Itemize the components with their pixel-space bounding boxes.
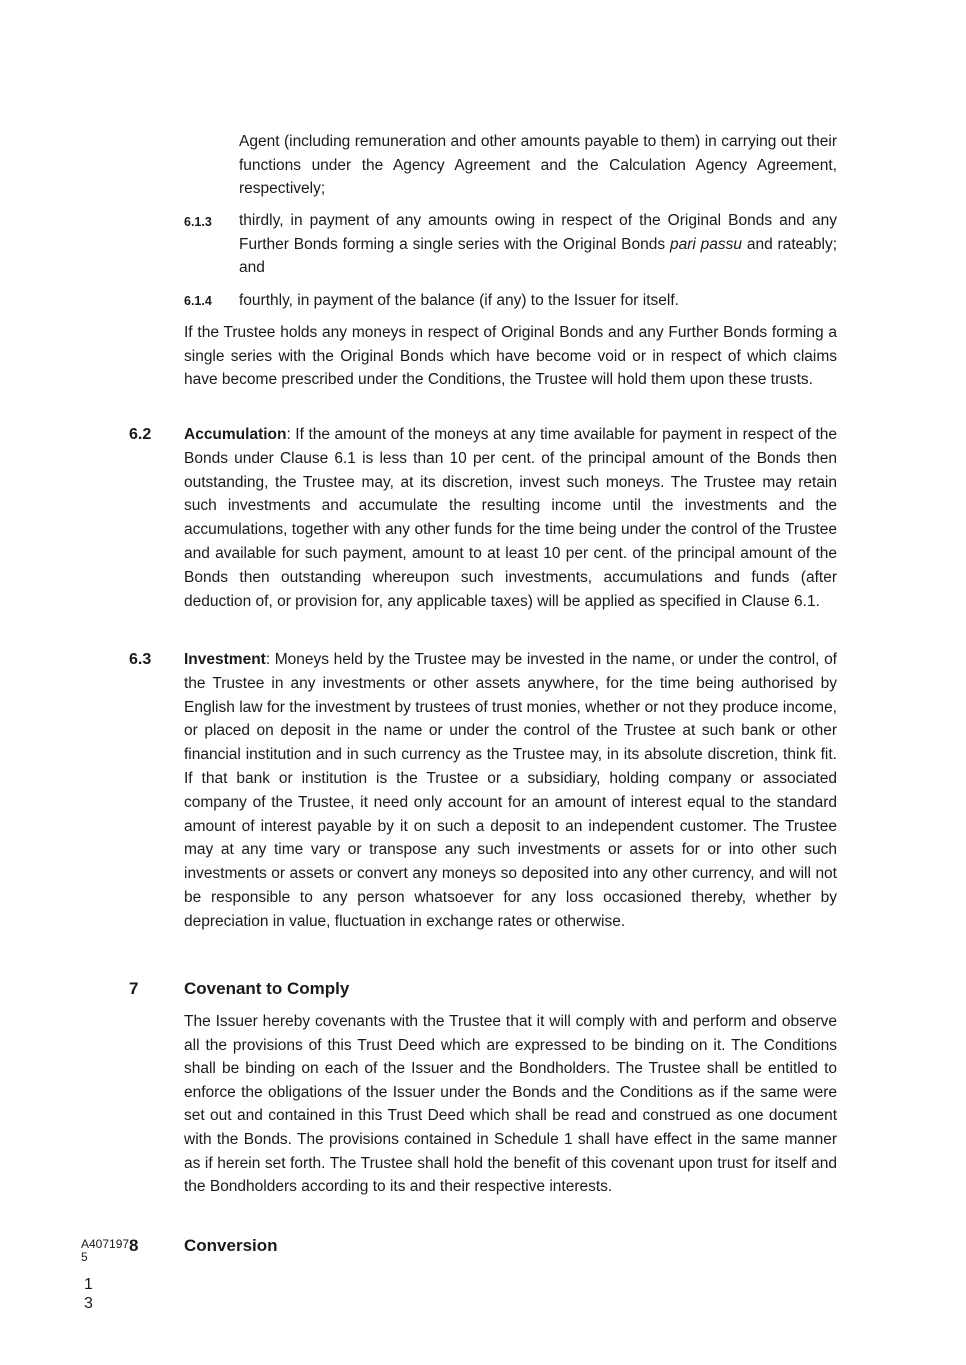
section-8-heading: Conversion [184,1236,278,1255]
clause-6-3-text: Investment: Moneys held by the Trustee may be invested in the name, or under the control, of the Trustee in any investments or other assets anywhere, for the time being authorised by English law for the investment by trustees of trust monies, whether or not they produce income, or placed on deposit in the name or under the control of the Trustee at such bank or other financial institution and in such currency as the Trustee may, in its absolute discretion, think fit. If that bank or institution is the Trustee or a subsidiary, holding company or associated company of the Trustee, it need only account for an amount of interest equal to the standard amount of interest payable by it on such a deposit to an independent customer. The Trustee may at any time vary or transpose any such investments or assets for or into other such investments or assets or convert any moneys so deposited into any other currency, and will not be responsible to any person whatsoever for any loss occasioned thereby, whether by depreciation in value, fluctuation in exchange rates or otherwise. [184,651,837,930]
trust-paragraph: If the Trustee holds any moneys in respect of Original Bonds and any Further Bonds forming a single series with the Original Bonds which have become void or in respect of which claims have become prescribed under the Conditions, the Trustee will hold them upon these trusts. [184,324,837,389]
page-number: 1 [84,1276,93,1293]
clause-6-2-title: Accumulation [184,426,287,443]
section-7-heading: Covenant to Comply [184,979,350,998]
clause-number-6-2: 6.2 [129,426,152,443]
clause-6-2-text: Accumulation: If the amount of the moneys at any time available for payment in respect of the Bonds under Clause 6.1 is less than 10 per cent. of the principal amount of the Bonds then outstanding, the Trustee may, at its discretion, invest such moneys. The Trustee may retain such investments and accumulate the resulting income until the investments and the accumulations, together with any other funds for the time being under the control of the Trustee and available for such payment, amount to at least 10 per cent. of the principal amount of the Bonds then outstanding whereupon such investments, accumulations and funds (after deduction of, or provision for, any applicable taxes) will be applied as specified in Clause 6.1. [184,426,837,610]
item-number-6-1-3: 6.1.3 [184,215,212,229]
item-6-1-3-text: thirdly, in payment of any amounts owing in respect of the Original Bonds and any Further Bonds forming a single series with the Original Bonds pari passu and rateably; and [239,212,838,277]
clause-6-3-title: Investment [184,651,266,668]
item-number-6-1-4: 6.1.4 [184,294,212,308]
section-7-text: The Issuer hereby covenants with the Trustee that it will comply with and perform and observe all the provisions of this Trust Deed which are expressed to be binding on it. The Conditions shall be binding on each of the Issuer and the Bondholders. The Trustee shall be entitled to enforce the obligations of the Issuer under the Bonds and the Conditions as if the same were set out and contained in this Trust Deed which shall be read and construed as one document with the Bonds. The provisions contained in Schedule 1 shall have effect in the same manner as if herein set forth. The Trustee shall hold the benefit of this covenant upon trust for itself and the Bondholders according to its and their respective interests. [184,1013,837,1196]
document-code: A407197 5 [81,1237,130,1264]
italic-term: pari passu [669,235,743,253]
continuation-paragraph: Agent (including remuneration and other amounts payable to them) in carrying out their functions under the Agency Agreement and the Calculation Agency Agreement, respectively; [239,133,837,198]
page-number-clipped: 3 [84,1295,93,1312]
clause-number-6-3: 6.3 [129,651,152,668]
section-7-number: 7 [129,979,139,998]
item-6-1-4-text: fourthly, in payment of the balance (if any) to the Issuer for itself. [239,292,679,309]
section-8-number: 8 [129,1236,139,1255]
